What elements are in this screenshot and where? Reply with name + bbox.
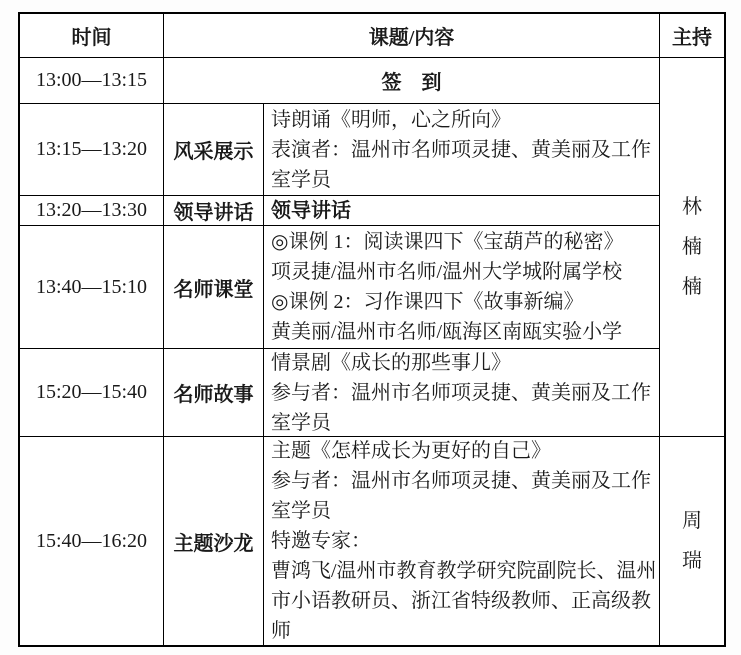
content-line: 情景剧《成长的那些事儿》 xyxy=(271,351,511,374)
content-line: 表演者：温州市名师项灵捷、黄美丽及工作 xyxy=(271,138,651,161)
time-cell: 13:15—13:20 xyxy=(20,104,164,196)
header-topic: 课题/内容 xyxy=(164,14,660,58)
content-cell xyxy=(264,349,660,437)
content-line: 曹鸿飞/温州市教育教学研究院副院长、温州 xyxy=(271,560,657,582)
time-cell: 15:20—15:40 xyxy=(20,349,164,437)
time-cell: 13:40—15:10 xyxy=(20,226,164,349)
header-host: 主持 xyxy=(660,14,724,58)
host-cell-zhou-rui xyxy=(660,437,724,645)
category-cell: 名师故事 xyxy=(164,349,264,437)
host-name-char: 瑞 xyxy=(682,550,702,572)
header-time: 时间 xyxy=(20,14,164,58)
content-cell xyxy=(264,104,660,196)
host-name-char: 楠 xyxy=(682,276,702,298)
host-name-char: 楠 xyxy=(682,236,702,258)
content-cell xyxy=(264,226,660,349)
host-name-char: 林 xyxy=(682,196,702,218)
category-cell: 名师课堂 xyxy=(164,226,264,349)
content-line: 室学员 xyxy=(271,500,331,522)
content-line: 室学员 xyxy=(271,411,331,434)
content-line: 领导讲话 xyxy=(271,199,351,222)
content-line: 项灵捷/温州市名师/温州大学城附属学校 xyxy=(271,261,623,283)
content-line: 室学员 xyxy=(271,168,331,191)
category-cell: 风采展示 xyxy=(164,104,264,196)
content-line: 参与者：温州市名师项灵捷、黄美丽及工作 xyxy=(271,470,651,492)
content-cell xyxy=(264,437,660,645)
content-line: 师 xyxy=(271,620,291,642)
time-cell: 15:40—16:20 xyxy=(20,437,164,645)
category-cell: 主题沙龙 xyxy=(164,437,264,645)
content-line: 市小语教研员、浙江省特级教师、正高级教 xyxy=(271,590,651,612)
content-cell xyxy=(264,196,660,226)
content-line: ◎课例 1：阅读课四下《宝葫芦的秘密》 xyxy=(271,231,624,253)
host-cell-lin-nannan xyxy=(660,58,724,437)
category-cell: 领导讲话 xyxy=(164,196,264,226)
signin-time: 13:00—13:15 xyxy=(20,58,164,104)
content-line: 参与者：温州市名师项灵捷、黄美丽及工作 xyxy=(271,381,651,404)
host-name-char: 周 xyxy=(682,510,702,532)
content-line: 诗朗诵《明师，心之所向》 xyxy=(271,108,511,131)
time-cell: 13:20—13:30 xyxy=(20,196,164,226)
content-line: 主题《怎样成长为更好的自己》 xyxy=(271,440,551,462)
content-line: 特邀专家： xyxy=(271,530,371,552)
schedule-table xyxy=(18,12,726,647)
content-line: 黄美丽/温州市名师/瓯海区南瓯实验小学 xyxy=(271,321,623,343)
signin-content: 签 到 xyxy=(164,58,660,104)
content-line: ◎课例 2：习作课四下《故事新编》 xyxy=(271,291,584,313)
